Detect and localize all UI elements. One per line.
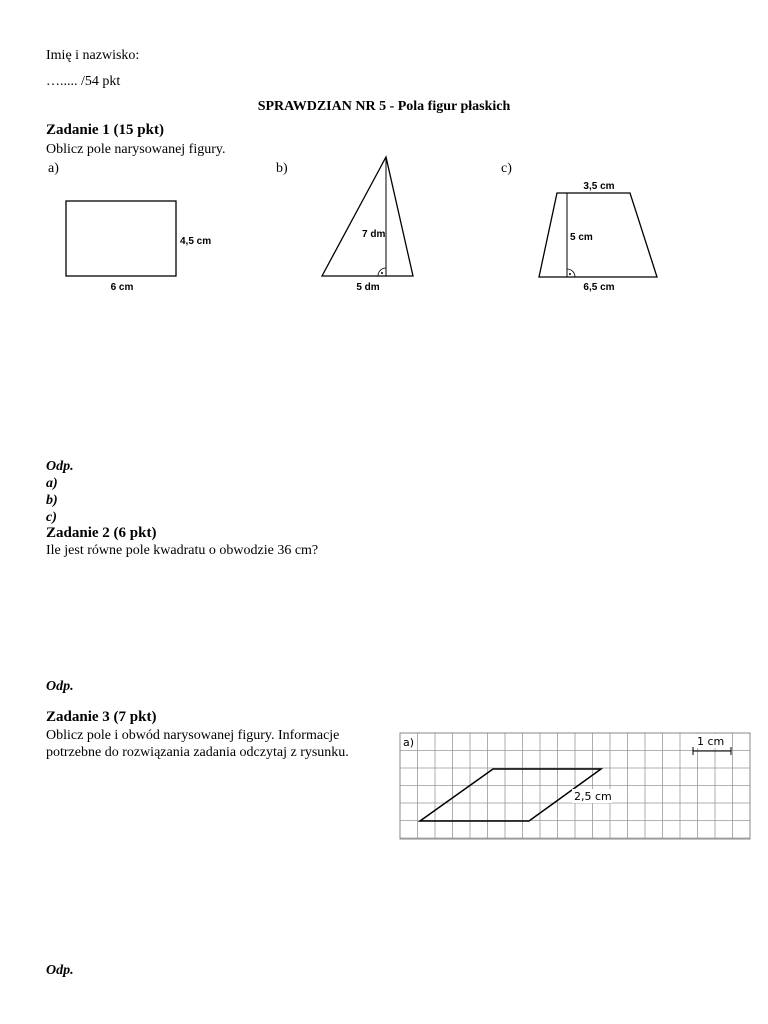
trapezoid-height-label: 5 cm	[570, 232, 593, 243]
grid-letter: a)	[403, 736, 415, 749]
triangle-height-label: 7 dm	[362, 229, 386, 240]
task3-title: Zadanie 3 (7 pkt)	[46, 709, 157, 725]
page-title: SPRAWDZIAN NR 5 - Pola figur płaskich	[257, 99, 511, 114]
task2-title: Zadanie 2 (6 pkt)	[46, 525, 157, 541]
grid-lines	[400, 733, 750, 839]
task1-letter-c: c)	[501, 161, 512, 176]
task1-title: Zadanie 1 (15 pkt)	[46, 122, 164, 138]
rectangle-side-label: 4,5 cm	[180, 236, 212, 247]
task1-letter-a: a)	[48, 161, 59, 176]
task1-answer-b: b)	[46, 493, 58, 508]
task2-question: Ile jest równe pole kwadratu o obwodzie 36 cm?	[46, 543, 319, 558]
trapezoid-top-label: 3,5 cm	[583, 181, 615, 192]
rectangle-base-label: 6 cm	[110, 282, 134, 293]
task1-answer-c: c)	[46, 510, 57, 525]
task3-instruction-line2: potrzebne do rozwiązania zadania odczytaj z rysunku.	[46, 745, 349, 760]
scale-label: 1 cm	[697, 735, 725, 748]
task1-letter-b: b)	[276, 161, 288, 176]
task3-answer-label: Odp.	[46, 963, 74, 978]
name-label: Imię i nazwisko:	[46, 48, 140, 63]
task1-answer-a: a)	[46, 476, 58, 491]
score-label: …..... /54 pkt	[46, 74, 121, 89]
task1-answer-label: Odp.	[46, 459, 74, 474]
task2-answer-label: Odp.	[46, 679, 74, 694]
task1-instruction: Oblicz pole narysowanej figury.	[46, 142, 226, 157]
trapezoid-base-label: 6,5 cm	[583, 282, 615, 293]
task3-instruction-line1: Oblicz pole i obwód narysowanej figury. Informacje	[46, 728, 340, 743]
triangle-base-label: 5 dm	[356, 282, 380, 293]
side-label: 2,5 cm	[574, 790, 612, 803]
